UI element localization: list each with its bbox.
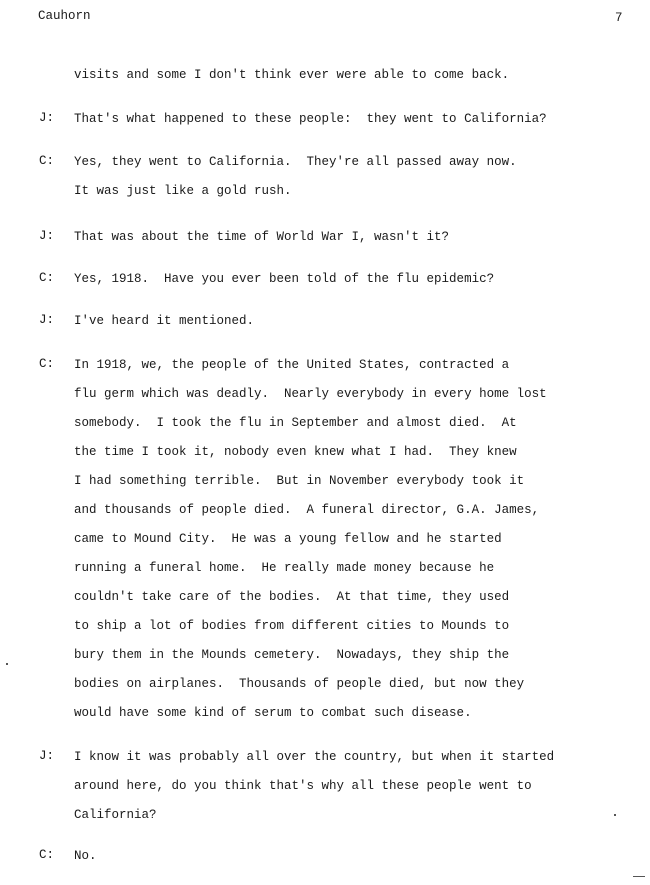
- text-line: Yes, 1918. Have you ever been told of the flu epidemic?: [74, 272, 495, 286]
- text-line: couldn't take care of the bodies. At that time, they used: [74, 590, 510, 604]
- speaker-label: C:: [39, 357, 55, 371]
- text-line: and thousands of people died. A funeral director, G.A. James,: [74, 503, 540, 517]
- speaker-label: J:: [39, 313, 55, 327]
- text-line: bury them in the Mounds cemetery. Nowadays, they ship the: [74, 648, 510, 662]
- scan-dot: [6, 663, 8, 665]
- text-line: That was about the time of World War I, wasn't it?: [74, 230, 450, 244]
- text-line: would have some kind of serum to combat such disease.: [74, 706, 472, 720]
- speaker-label: J:: [39, 229, 55, 243]
- speaker-label: J:: [39, 111, 55, 125]
- text-line: I've heard it mentioned.: [74, 314, 255, 328]
- dialogue-text: [74, 848, 634, 877]
- header-name: Cauhorn: [38, 9, 91, 23]
- text-line: to ship a lot of bodies from different cities to Mounds to: [74, 619, 510, 633]
- text-line: running a funeral home. He really made money because he: [74, 561, 495, 575]
- text-line: around here, do you think that's why all these people went to: [74, 779, 532, 793]
- text-line: the time I took it, nobody even knew what I had. They knew: [74, 445, 517, 459]
- text-line: No.: [74, 849, 97, 863]
- speaker-label: C:: [39, 154, 55, 168]
- text-line: I know it was probably all over the country, but when it started: [74, 750, 555, 764]
- dialogue-text: [74, 313, 634, 342]
- text-line: I had something terrible. But in November everybody took it: [74, 474, 525, 488]
- page-number: 7: [615, 11, 623, 25]
- dialogue-text: [74, 67, 634, 96]
- scan-dot: [614, 814, 616, 816]
- text-line: visits and some I don't think ever were able to come back.: [74, 68, 510, 82]
- dialogue-text: [74, 154, 634, 212]
- speaker-label: J:: [39, 749, 55, 763]
- dialogue-text: [74, 357, 634, 734]
- text-line: Yes, they went to California. They're all passed away now.: [74, 155, 517, 169]
- dialogue-text: [74, 749, 634, 836]
- text-line: It was just like a gold rush.: [74, 184, 292, 198]
- dialogue-text: [74, 229, 634, 258]
- scan-mark: [633, 876, 645, 877]
- speaker-label: C:: [39, 848, 55, 862]
- dialogue-text: [74, 271, 634, 300]
- text-line: flu germ which was deadly. Nearly everybody in every home lost: [74, 387, 547, 401]
- speaker-label: C:: [39, 271, 55, 285]
- text-line: In 1918, we, the people of the United States, contracted a: [74, 358, 510, 372]
- dialogue-text: [74, 111, 634, 140]
- text-line: came to Mound City. He was a young fellow and he started: [74, 532, 502, 546]
- text-line: somebody. I took the flu in September and almost died. At: [74, 416, 517, 430]
- text-line: That's what happened to these people: they went to California?: [74, 112, 547, 126]
- text-line: bodies on airplanes. Thousands of people died, but now they: [74, 677, 525, 691]
- text-line: California?: [74, 808, 157, 822]
